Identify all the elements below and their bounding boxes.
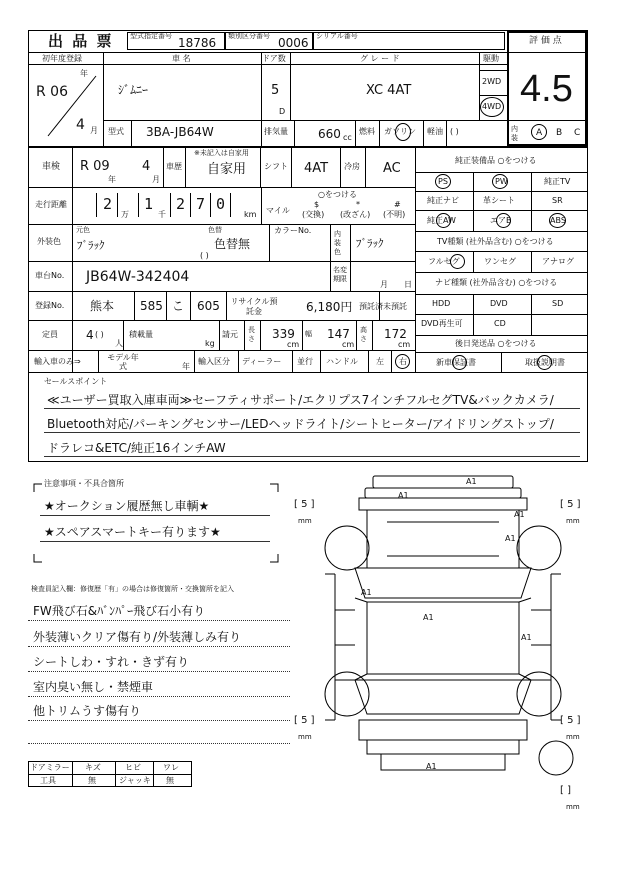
capacity-paren: ( ) xyxy=(95,330,104,339)
parallel: 並行 xyxy=(297,357,313,366)
mileage-digit-1: 2 xyxy=(103,195,113,213)
damage-mark-5: A1 xyxy=(361,588,372,597)
delivery-manual: 取扱説明書 xyxy=(525,358,565,367)
sales-line-3: ドラレコ&ETC/純正16インチAW xyxy=(47,441,226,455)
delivery-title: 後日発送品 ○をつける xyxy=(455,339,537,348)
damage-mark-2: A1 xyxy=(398,491,409,500)
name-change-month: 月 xyxy=(380,280,388,289)
tread-rl: [ 5 ] xyxy=(294,715,315,726)
color-paren: ( ) xyxy=(200,251,209,260)
mileage-opt3: (改ざん) xyxy=(340,210,371,219)
handle-label: ハンドル xyxy=(326,357,358,366)
navi-sd: SD xyxy=(552,299,564,308)
hgt-label: 高さ xyxy=(360,326,367,343)
displacement-unit: cc xyxy=(343,133,352,142)
mileage-unit: km xyxy=(244,210,257,219)
fuel-gas-circle xyxy=(395,123,411,141)
tv-title: TV種類 (社外品含む) ○をつける xyxy=(437,237,554,246)
mileage-man: 万 xyxy=(121,210,129,219)
damage-mark-7: A1 xyxy=(521,633,532,642)
equip-pw: PW xyxy=(495,177,508,186)
height-unit: cm xyxy=(398,340,411,349)
model-year-unit: 年 xyxy=(182,362,190,371)
int-color-label: 内装色 xyxy=(334,230,341,256)
reg-number: 605 xyxy=(197,299,220,313)
mileage-digit-5: 0 xyxy=(216,195,226,213)
history-note: ※未記入は自家用 xyxy=(194,149,249,157)
inspection-year: R 09 xyxy=(80,159,110,174)
car-name-label: 車 名 xyxy=(172,54,191,63)
recycle-status: 預託済 xyxy=(359,302,383,311)
drive-label: 駆動 xyxy=(483,54,499,63)
length: 339 xyxy=(272,327,295,341)
reg-no-label: 登録No. xyxy=(35,301,65,310)
mileage-opt1: マイル xyxy=(266,206,290,215)
width-unit: cm xyxy=(342,340,355,349)
month-unit: 月 xyxy=(90,126,98,135)
fuel-gas: ガソリン xyxy=(384,127,416,136)
ac: AC xyxy=(383,161,401,176)
navi-cd: CD xyxy=(494,319,506,328)
missing-h2: キズ xyxy=(85,763,101,772)
year-unit: 年 xyxy=(80,69,88,78)
recycle-label: リサイクル預託金 xyxy=(230,297,278,316)
notes-label: 注意事項・不具合箇所 xyxy=(44,479,124,488)
interior-grade-a: A xyxy=(536,128,543,138)
tag-label: 請元 xyxy=(222,330,238,339)
tread-spare-unit: mm xyxy=(566,803,580,811)
grade-label: グ レ ー ド xyxy=(360,54,400,63)
fuel-label: 燃料 xyxy=(359,127,375,136)
displacement: 660 xyxy=(318,127,341,141)
delivery-manual-circle xyxy=(537,355,552,370)
class-no: 0006 xyxy=(278,36,309,50)
capacity-label: 定員 xyxy=(42,330,58,339)
tv-analog: アナログ xyxy=(542,257,574,266)
interior-grade-c: C xyxy=(574,128,581,138)
delivery-warranty: 新車保証書 xyxy=(436,358,476,367)
equip-abs: ABS xyxy=(550,216,566,225)
type-no: 18786 xyxy=(178,36,217,50)
damage-mark-1: A1 xyxy=(466,477,477,486)
equip-tv: 純正TV xyxy=(544,177,571,186)
inspector-line-4: 室内臭い無し・禁煙車 xyxy=(33,680,154,694)
navi-hdd: HDD xyxy=(432,299,451,308)
colorno-label: カラーNo. xyxy=(274,226,312,235)
width: 147 xyxy=(327,327,350,341)
int-color: ﾌﾞﾗｯｸ xyxy=(356,237,384,250)
navi-dvdplay: DVD再生可 xyxy=(421,319,463,328)
tread-fl-unit: mm xyxy=(298,517,312,525)
inspection-month-unit: 月 xyxy=(152,175,160,184)
equip-airbag: エアB xyxy=(490,216,512,225)
missing-h3: ヒビ xyxy=(125,763,141,772)
equip-ps-circle xyxy=(435,174,451,189)
car-diagram xyxy=(295,470,575,800)
doors: 5 xyxy=(271,83,280,98)
tread-rr: [ 5 ] xyxy=(560,715,581,726)
missing-v1: 工具 xyxy=(40,776,56,785)
tv-one: ワンセグ xyxy=(484,257,516,266)
mileage-opt4-sym: # xyxy=(394,200,401,209)
recycle-amount: 6,180円 xyxy=(306,300,353,314)
equip-aw-circle xyxy=(436,213,451,228)
tread-fr-unit: mm xyxy=(566,517,580,525)
tread-rl-unit: mm xyxy=(298,733,312,741)
tread-rr-unit: mm xyxy=(566,733,580,741)
missing-v3: ジャッキ xyxy=(119,776,151,785)
equip-leather: 革シート xyxy=(483,196,515,205)
damage-mark-3: A1 xyxy=(514,510,525,519)
mileage-mark-note: ○をつける xyxy=(318,190,357,199)
chassis: JB64W-342404 xyxy=(86,269,190,285)
sales-label: セールスポイント xyxy=(44,377,108,386)
navi-title: ナビ種類 (社外品含む) ○をつける xyxy=(435,278,558,287)
orig-color-label: 元色 xyxy=(76,226,90,234)
equip-navi: 純正ナビ xyxy=(427,196,459,205)
damage-mark-8: A1 xyxy=(426,762,437,771)
notes-line-2: ★スペアスマートキー有ります★ xyxy=(44,525,221,539)
wid-label: 幅 xyxy=(305,330,312,338)
length-unit: cm xyxy=(287,340,300,349)
inspector-line-3: シートしわ・すれ・きず有り xyxy=(33,655,190,669)
score-value: 4.5 xyxy=(520,68,573,110)
serial-label: シリアル番号 xyxy=(316,32,358,40)
drive-2wd: 2WD xyxy=(482,77,502,86)
first-reg-month: 4 xyxy=(76,117,85,133)
name-change-day: 日 xyxy=(404,280,412,289)
len-label: 長さ xyxy=(248,326,255,343)
displacement-label: 排気量 xyxy=(264,127,288,136)
shift-label: シフト xyxy=(264,162,288,171)
reg-place: 熊本 xyxy=(90,299,115,313)
mileage-digit-2: 1 xyxy=(144,195,154,213)
drive-4wd-circle xyxy=(480,97,504,117)
tv-full-circle xyxy=(450,254,465,269)
reg-kana: こ xyxy=(172,299,185,313)
missing-v4: 無 xyxy=(166,776,174,785)
model-label: 型式 xyxy=(108,127,124,136)
door-type: D xyxy=(279,107,286,116)
capacity: 4 xyxy=(86,328,94,342)
handle-right-circle xyxy=(395,354,410,369)
sales-line-2: Bluetooth対応/パーキングセンサー/LEDヘッドライト/シートヒーター/アイドリングストップ/ xyxy=(47,417,554,431)
equip-airbag-circle xyxy=(496,213,511,228)
mileage-opt3-sym: * xyxy=(356,200,360,209)
inspector-line-2: 外装薄いクリア傷有り/外装薄しみ有り xyxy=(33,630,242,644)
history: 自家用 xyxy=(207,162,247,177)
sales-line-1: ≪ユーザー買取入庫車両≫セーフティサポート/エクリプス7インチフルセグTV&バックカメラ/ xyxy=(47,393,554,407)
tread-spare: [ ] xyxy=(560,785,571,796)
history-label: 車歴 xyxy=(166,162,182,171)
reg-class: 585 xyxy=(140,299,163,313)
interior-grade-b: B xyxy=(556,128,563,138)
name-change-label: 名変期限 xyxy=(333,266,347,283)
damage-mark-4: A1 xyxy=(505,534,516,543)
recycle-status2: 未預託 xyxy=(383,302,407,311)
inspector-label: 検査員記入欄：修復歴「有」の場合は修復箇所・交換箇所を記入 xyxy=(31,585,234,593)
equip-ps: PS xyxy=(438,177,448,186)
tv-full: フルセグ xyxy=(428,257,460,266)
class-no-label: 類別区分番号 xyxy=(228,32,270,40)
missing-h1: ドアミラー xyxy=(30,763,70,772)
score-label: 評 価 点 xyxy=(529,36,562,46)
equip-abs-circle xyxy=(549,213,566,228)
capacity-unit: 人 xyxy=(115,339,123,348)
shift: 4AT xyxy=(304,161,329,176)
first-reg-label: 初年度登録 xyxy=(42,54,82,63)
grade: XC 4AT xyxy=(366,83,412,98)
import-class-label: 輸入区分 xyxy=(198,357,230,366)
tread-fr: [ 5 ] xyxy=(560,499,581,510)
inspection-year-unit: 年 xyxy=(108,175,116,184)
ext-color-label: 外装色 xyxy=(37,237,61,246)
load-unit: kg xyxy=(205,339,215,348)
first-reg-year: R 06 xyxy=(36,84,68,100)
notes-bracket xyxy=(28,478,288,568)
mileage-opt2-sym: $ xyxy=(314,200,320,209)
dealer: ディーラー xyxy=(242,357,282,366)
equip-pw-circle xyxy=(492,174,508,189)
damage-mark-6: A1 xyxy=(423,613,434,622)
fuel-diesel: 軽油 xyxy=(427,127,443,136)
car-name: ｼﾞﾑﾆｰ xyxy=(118,83,149,97)
doors-label: ドア数 xyxy=(262,54,286,63)
ac-label: 冷房 xyxy=(344,162,360,171)
inspector-line-1: FW飛び石&ﾊﾞﾝﾊﾟｰ飛び石小有り xyxy=(33,604,206,618)
oem-title: 純正装備品 ○をつける xyxy=(455,156,537,165)
type-no-label: 型式指定番号 xyxy=(130,32,172,40)
mileage-digit-3: 2 xyxy=(176,195,186,213)
mileage-digit-4: 7 xyxy=(196,195,206,213)
inspection-month: 4 xyxy=(142,159,151,174)
interior-a-circle xyxy=(531,124,547,140)
mileage-opt4: (不明) xyxy=(383,210,406,219)
drive-4wd: 4WD xyxy=(482,102,502,111)
mileage-sen: 千 xyxy=(158,210,166,219)
handle-right: 右 xyxy=(399,357,407,366)
inspection-label: 車検 xyxy=(42,162,61,172)
mileage-opt2: (交換) xyxy=(302,210,325,219)
interior-label: 内装 xyxy=(511,125,518,142)
sheet-title: 出 品 票 xyxy=(48,32,114,50)
mileage-label: 走行距離 xyxy=(35,200,67,209)
delivery-warranty-circle xyxy=(452,355,467,370)
equip-sr: SR xyxy=(552,196,563,205)
color-change: 色替無 xyxy=(214,237,251,251)
model-year-label: モデル年式 xyxy=(107,353,139,371)
handle-left: 左 xyxy=(376,357,384,366)
fuel-paren: ( ) xyxy=(450,127,459,136)
color-change-label: 色替 xyxy=(208,226,222,234)
import-label: 輸入車のみ⇒ xyxy=(34,357,81,366)
model: 3BA-JB64W xyxy=(146,125,214,139)
missing-v2: 無 xyxy=(88,776,96,785)
navi-dvd: DVD xyxy=(490,299,508,308)
equip-aw: 純正AW xyxy=(427,216,456,225)
missing-h4: ワレ xyxy=(163,763,179,772)
chassis-label: 車台No. xyxy=(35,271,65,280)
ext-color: ﾌﾞﾗｯｸ xyxy=(77,239,105,252)
notes-line-1: ★オークション履歴無し車輌★ xyxy=(44,499,210,513)
load-label: 積載量 xyxy=(129,330,153,339)
height: 172 xyxy=(384,327,407,341)
tread-fl: [ 5 ] xyxy=(294,499,315,510)
inspector-line-5: 他トリムうす傷有り xyxy=(33,704,142,718)
